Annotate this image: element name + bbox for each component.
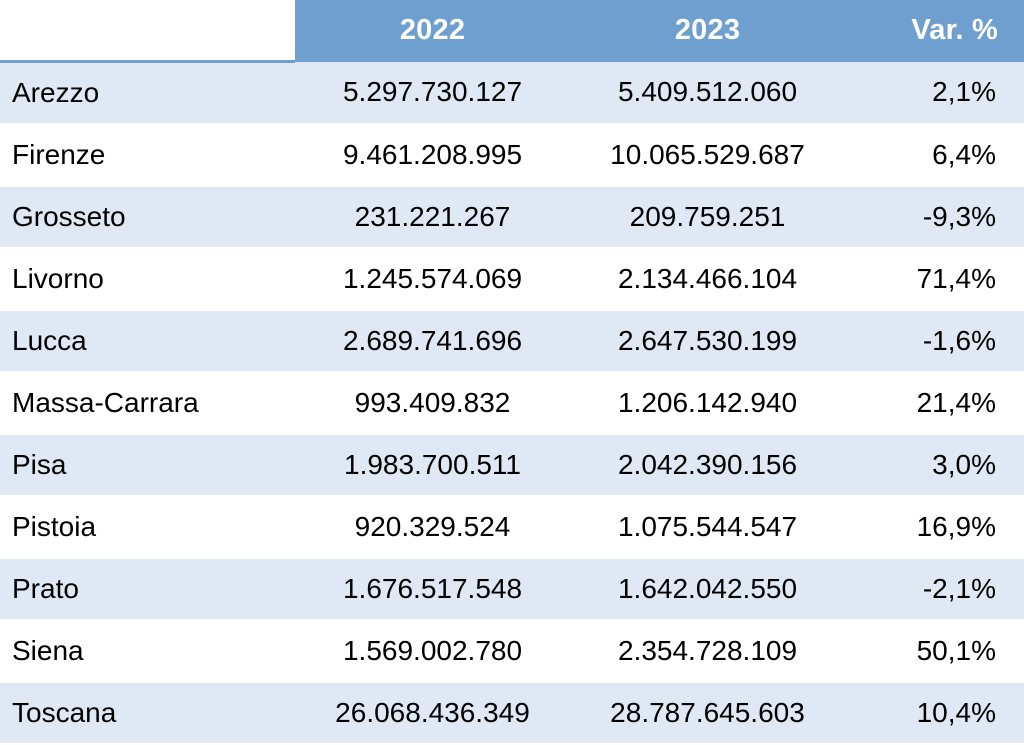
column-header-2022: 2022 bbox=[295, 0, 570, 62]
table-row bbox=[0, 372, 1024, 434]
row-value-variation: 50,1% bbox=[845, 620, 1024, 682]
table-header-row bbox=[0, 0, 1024, 62]
row-value-variation: 21,4% bbox=[845, 372, 1024, 434]
row-label: Pistoia bbox=[0, 496, 295, 558]
row-value-variation: 3,0% bbox=[845, 434, 1024, 496]
row-value-2023: 1.642.042.550 bbox=[570, 558, 845, 620]
table-row bbox=[0, 434, 1024, 496]
row-label: Toscana bbox=[0, 682, 295, 744]
column-header-label bbox=[0, 0, 295, 62]
table-row bbox=[0, 62, 1024, 125]
row-value-2022: 920.329.524 bbox=[295, 496, 570, 558]
row-value-2023: 2.647.530.199 bbox=[570, 310, 845, 372]
row-value-2023: 1.075.544.547 bbox=[570, 496, 845, 558]
row-label: Firenze bbox=[0, 124, 295, 186]
row-value-variation: 16,9% bbox=[845, 496, 1024, 558]
table-row bbox=[0, 310, 1024, 372]
row-value-2022: 993.409.832 bbox=[295, 372, 570, 434]
row-value-2023: 209.759.251 bbox=[570, 186, 845, 248]
row-label: Livorno bbox=[0, 248, 295, 310]
row-value-2022: 2.689.741.696 bbox=[295, 310, 570, 372]
row-value-2023: 2.354.728.109 bbox=[570, 620, 845, 682]
row-value-variation: -1,6% bbox=[845, 310, 1024, 372]
row-label: Grosseto bbox=[0, 186, 295, 248]
table-header bbox=[0, 0, 1024, 62]
row-value-2022: 1.569.002.780 bbox=[295, 620, 570, 682]
table-row bbox=[0, 248, 1024, 310]
row-value-2023: 5.409.512.060 bbox=[570, 62, 845, 125]
row-label: Pisa bbox=[0, 434, 295, 496]
column-header-variation: Var. % bbox=[845, 0, 1024, 62]
row-label: Arezzo bbox=[0, 62, 295, 125]
table-row bbox=[0, 186, 1024, 248]
table-row bbox=[0, 682, 1024, 744]
row-value-variation: -2,1% bbox=[845, 558, 1024, 620]
row-value-2023: 10.065.529.687 bbox=[570, 124, 845, 186]
table-row bbox=[0, 124, 1024, 186]
table-row bbox=[0, 620, 1024, 682]
row-label: Siena bbox=[0, 620, 295, 682]
table-row bbox=[0, 558, 1024, 620]
row-label: Prato bbox=[0, 558, 295, 620]
row-value-2022: 1.245.574.069 bbox=[295, 248, 570, 310]
row-label: Massa-Carrara bbox=[0, 372, 295, 434]
table-row bbox=[0, 496, 1024, 558]
row-value-2023: 28.787.645.603 bbox=[570, 682, 845, 744]
row-value-2022: 231.221.267 bbox=[295, 186, 570, 248]
row-value-2022: 26.068.436.349 bbox=[295, 682, 570, 744]
column-header-2023: 2023 bbox=[570, 0, 845, 62]
row-label: Lucca bbox=[0, 310, 295, 372]
row-value-variation: 2,1% bbox=[845, 62, 1024, 125]
row-value-2022: 1.983.700.511 bbox=[295, 434, 570, 496]
row-value-variation: 10,4% bbox=[845, 682, 1024, 744]
row-value-variation: -9,3% bbox=[845, 186, 1024, 248]
row-value-2022: 5.297.730.127 bbox=[295, 62, 570, 125]
row-value-2023: 1.206.142.940 bbox=[570, 372, 845, 434]
row-value-2022: 9.461.208.995 bbox=[295, 124, 570, 186]
row-value-2022: 1.676.517.548 bbox=[295, 558, 570, 620]
table-body bbox=[0, 62, 1024, 745]
row-value-variation: 6,4% bbox=[845, 124, 1024, 186]
row-value-2023: 2.042.390.156 bbox=[570, 434, 845, 496]
row-value-variation: 71,4% bbox=[845, 248, 1024, 310]
row-value-2023: 2.134.466.104 bbox=[570, 248, 845, 310]
